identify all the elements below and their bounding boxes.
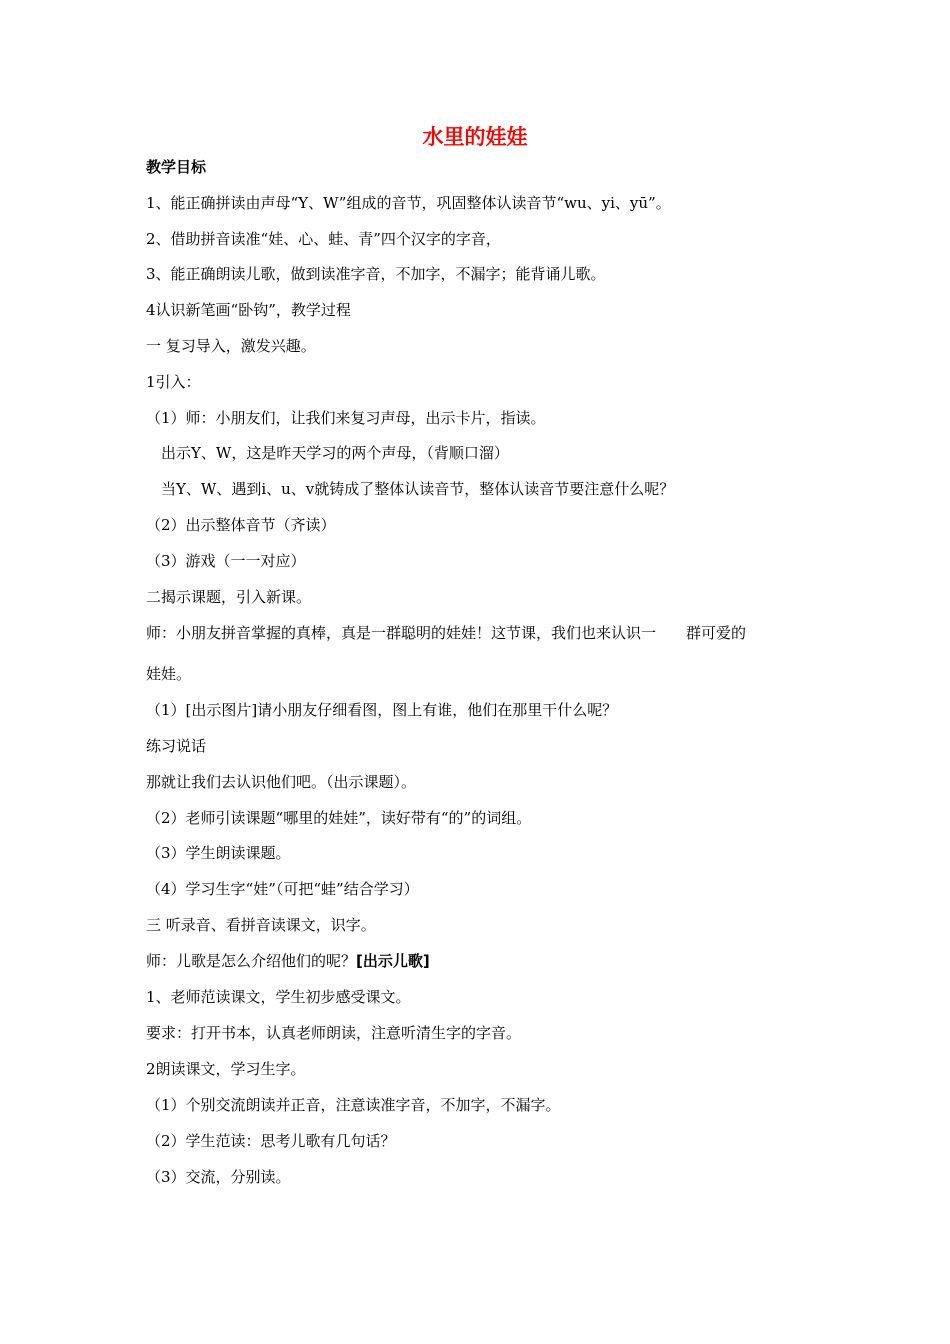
text-line-1: 1、能正确拼读由声母“Y、W”组成的音节，巩固整体认读音节“wu、yi、yū”。 [146, 194, 671, 212]
text-line-25: 2朗读课文，学习生字。 [146, 1060, 306, 1078]
text-line-24: 要求：打开书本，认真老师朗读，注意听清生字的字音。 [146, 1024, 522, 1042]
text-line-16: 练习说话 [146, 737, 207, 755]
text-line-5: 一 复习导入，激发兴趣。 [146, 337, 316, 355]
text-line-2: 2、借助拼音读准“娃、心、蛙、青”四个汉字的字音， [146, 230, 501, 248]
text-line-13: 师：小朋友拼音掌握的真棒，真是一群聪明的娃娃！这节课，我们也来认识一 群可爱的 [146, 624, 747, 642]
text-line-28: （3）交流，分别读。 [146, 1168, 291, 1186]
text-line-15: （1）[出示图片]请小朋友仔细看图，图上有谁，他们在那里干什么呢？ [146, 701, 618, 719]
text-line-6: 1引入： [146, 373, 201, 391]
text-line-21: 三 听录音、看拼音读课文，识字。 [146, 916, 376, 934]
text-line-22-main: 师：儿歌是怎么介绍他们的呢？ [146, 952, 357, 970]
text-line-14: 娃娃。 [146, 665, 192, 683]
text-line-11: （3）游戏（一一对应） [146, 552, 306, 570]
section-heading: 教学目标 [146, 158, 207, 176]
text-line-12: 二揭示课题，引入新课。 [146, 588, 312, 606]
document-title: 水里的娃娃 [422, 125, 528, 149]
text-line-20: （4）学习生字“娃”（可把“蛙”结合学习） [146, 880, 419, 898]
text-line-8: 出示Y、W，这是昨天学习的两个声母，（背顺口溜） [161, 444, 509, 462]
text-line-23: 1、老师范读课文，学生初步感受课文。 [146, 988, 411, 1006]
text-line-3: 3、能正确朗读儿歌，做到读准字音，不加字，不漏字；能背诵儿歌。 [146, 265, 606, 283]
text-line-22 [146, 950, 826, 972]
text-line-27: （2）学生范读：思考儿歌有几句话？ [146, 1132, 396, 1150]
text-line-19: （3）学生朗读课题。 [146, 844, 291, 862]
text-line-10: （2）出示整体音节（齐读） [146, 516, 336, 534]
text-line-9: 当Y、W、遇到i、u、v就铸成了整体认读音节，整体认读音节要注意什么呢？ [161, 480, 675, 498]
text-line-26: （1）个别交流朗读并正音，注意读准字音，不加字，不漏字。 [146, 1096, 561, 1114]
text-line-7: （1）师：小朋友们，让我们来复习声母，出示卡片，指读。 [146, 409, 546, 427]
text-line-4: 4认识新笔画“卧钩”，教学过程 [146, 301, 351, 319]
text-line-18: （2）老师引读课题“哪里的娃娃”，读好带有“的”的词组。 [146, 809, 532, 827]
bold-inline-label: [出示儿歌] [356, 952, 430, 970]
text-line-17: 那就让我们去认识他们吧。（出示课题）。 [146, 773, 417, 791]
